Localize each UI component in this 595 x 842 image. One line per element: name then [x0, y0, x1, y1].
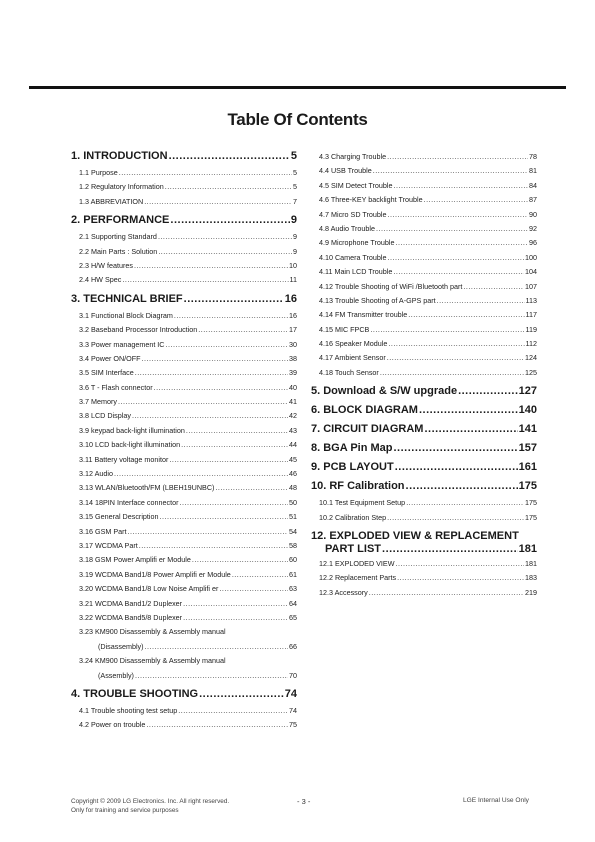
toc-entry-link[interactable]: [71, 338, 297, 352]
toc-entry-title: 4.7 Micro SD Trouble: [319, 209, 387, 219]
dot-leader: [232, 568, 288, 582]
toc-entry-title: 4.4 USB Trouble: [319, 166, 372, 176]
toc-page-number: 175: [525, 512, 537, 522]
dot-leader: [458, 385, 518, 397]
toc-entry-link[interactable]: [311, 323, 537, 337]
toc-entry-title: 4.11 Main LCD Trouble: [319, 267, 393, 277]
toc-right-column: [311, 150, 537, 600]
dot-leader: [219, 582, 288, 596]
toc-section-title: 8. BGA Pin Map: [311, 442, 393, 455]
toc-section-link[interactable]: [311, 442, 537, 456]
toc-page-number: 141: [518, 423, 537, 436]
dot-leader: [114, 467, 288, 481]
dot-leader: [146, 718, 288, 732]
toc-page-number: 124: [525, 353, 537, 363]
dot-leader: [144, 195, 292, 209]
dot-leader: [370, 323, 524, 337]
toc-entry-link[interactable]: [71, 582, 297, 596]
toc-entry-link[interactable]: [311, 208, 537, 222]
toc-page-number: 65: [289, 612, 297, 622]
toc-entry-title: 3.14 18PIN Interface connector: [79, 497, 179, 507]
dot-leader: [118, 395, 288, 409]
toc-entry-link[interactable]: [311, 280, 537, 294]
toc-page-number: 11: [289, 275, 297, 285]
toc-page-number: 61: [289, 569, 297, 579]
toc-section-title: 6. BLOCK DIAGRAM: [311, 404, 418, 417]
toc-entry-title: 3.18 GSM Power Amplifi er Module: [79, 555, 191, 565]
toc-page-number: 5: [290, 150, 297, 162]
dot-leader: [388, 251, 524, 265]
toc-page-number: 17: [289, 325, 297, 335]
toc-entry-title: (Assembly): [98, 670, 134, 680]
toc-entry-link[interactable]: [311, 366, 537, 380]
toc-entry-link[interactable]: [311, 511, 537, 525]
toc-entry-link[interactable]: [71, 625, 297, 639]
toc-entry-title: 4.17 Ambient Sensor: [319, 353, 386, 363]
dot-leader: [174, 309, 288, 323]
toc-entry-link[interactable]: [311, 164, 537, 178]
toc-page-number: 5: [293, 168, 297, 177]
toc-entry-title: 4.16 Speaker Module: [319, 339, 388, 349]
toc-entry-title: 12.2 Replacement Parts: [319, 573, 397, 583]
toc-entry-title: 4.10 Camera Trouble: [319, 252, 387, 262]
toc-entry-title: 3.21 WCDMA Band1/2 Duplexer: [79, 598, 183, 608]
dot-leader: [184, 293, 284, 305]
toc-page-number: 51: [289, 512, 297, 522]
dot-leader: [142, 352, 288, 366]
toc-entry-title: 4.8 Audio Trouble: [319, 223, 375, 233]
dot-leader: [394, 442, 518, 454]
toc-entry-link[interactable]: [311, 150, 537, 164]
toc-section-link[interactable]: [71, 214, 297, 228]
toc-entry-link[interactable]: [71, 273, 297, 287]
toc-page-number: 10: [289, 260, 297, 270]
toc-entry-link[interactable]: [311, 586, 537, 600]
toc-page-number: 183: [525, 573, 537, 583]
toc-entry-title: 4.18 Touch Sensor: [319, 367, 379, 377]
toc-entry-link[interactable]: [311, 351, 537, 365]
toc-entry-link[interactable]: [311, 251, 537, 265]
toc-entry-title: (Disassembly): [98, 641, 144, 651]
dot-leader: [437, 294, 525, 308]
toc-entry-title: 3.11 Battery voltage monitor: [79, 454, 169, 464]
toc-section-title: 2. PERFORMANCE: [71, 214, 170, 227]
toc-section-title-line2: [311, 543, 537, 555]
toc-section-title-cont: PART LIST: [325, 543, 382, 556]
toc-entry-link[interactable]: [71, 366, 297, 380]
toc-page-number: 84: [529, 180, 537, 190]
dot-leader: [135, 669, 288, 683]
toc-section-title: 1. INTRODUCTION: [71, 150, 168, 162]
dot-leader: [169, 453, 288, 467]
dot-leader: [180, 496, 289, 510]
toc-entry-title: 3.22 WCDMA Band5/8 Duplexer: [79, 612, 183, 622]
toc-page-number: 48: [289, 483, 297, 493]
toc-page-number: 140: [518, 404, 537, 417]
dot-leader: [192, 553, 288, 567]
toc-page-number: 9: [293, 246, 297, 256]
toc-page-number: 30: [289, 339, 297, 349]
toc-page-number: 66: [289, 641, 297, 651]
toc-entry-link[interactable]: [71, 259, 297, 273]
toc-entry-link[interactable]: [311, 222, 537, 236]
toc-page-number: 127: [518, 385, 537, 398]
dot-leader: [419, 404, 518, 416]
toc-entry-link[interactable]: [71, 496, 297, 510]
dot-leader: [396, 557, 525, 571]
toc-entry-title: 3.19 WCDMA Band1/8 Power Amplifi er Module: [79, 569, 231, 579]
dot-leader: [397, 571, 524, 585]
toc-page-number: 40: [289, 382, 297, 392]
dot-leader: [119, 166, 292, 180]
dot-leader: [387, 150, 528, 164]
dot-leader: [380, 366, 524, 380]
toc-entry-link[interactable]: [311, 557, 537, 571]
footer-classification: LGE Internal Use Only: [463, 797, 529, 804]
toc-section-title: 3. TECHNICAL BRIEF: [71, 292, 183, 305]
toc-section-title: 7. CIRCUIT DIAGRAM: [311, 423, 424, 436]
toc-page-number: 42: [289, 411, 297, 421]
toc-entry-link[interactable]: [71, 230, 297, 244]
dot-leader: [135, 366, 288, 380]
dot-leader: [181, 438, 288, 452]
dot-leader: [183, 611, 288, 625]
toc-entry-title: 3.9 keypad back-light illumination: [79, 425, 185, 435]
dot-leader: [393, 265, 524, 279]
dot-leader: [134, 259, 288, 273]
toc-page-number: 16: [289, 310, 297, 320]
toc-page-number: 54: [289, 526, 297, 536]
toc-entry-title: 4.3 Charging Trouble: [319, 152, 387, 161]
toc-entry-title: 1.1 Purpose: [79, 168, 118, 177]
toc-page-number: 43: [289, 425, 297, 435]
dot-leader: [395, 461, 518, 473]
toc-entry-title: 2.1 Supporting Standard: [79, 232, 157, 242]
toc-entry-link[interactable]: [71, 611, 297, 625]
dot-leader: [463, 280, 524, 294]
toc-entry-title: 4.9 Microphone Trouble: [319, 238, 395, 248]
toc-entry-title: 4.15 MIC FPCB: [319, 324, 370, 334]
toc-entry-title: 3.20 WCDMA Band1/8 Low Noise Amplifi er: [79, 584, 219, 594]
toc-entry-link[interactable]: [311, 308, 537, 322]
toc-page-number: 5: [293, 182, 297, 192]
dot-leader: [388, 208, 528, 222]
toc-entry-link[interactable]: [71, 640, 297, 654]
toc-page-number: 181: [518, 543, 537, 556]
dot-leader: [406, 480, 518, 492]
dot-leader: [139, 539, 288, 553]
toc-page-number: 75: [289, 720, 297, 730]
toc-page-number: 7: [293, 196, 297, 206]
toc-entry-title: 3.16 GSM Part: [79, 526, 127, 536]
toc-entry-title: 3.10 LCD back-light illumination: [79, 440, 181, 450]
toc-entry-title: 2.4 HW Spec: [79, 275, 122, 285]
toc-page-number: 74: [289, 705, 297, 715]
dot-leader: [369, 586, 524, 600]
toc-page-number: 90: [529, 209, 537, 219]
dot-leader: [388, 337, 524, 351]
dot-leader: [166, 338, 289, 352]
toc-page-number: 113: [525, 295, 537, 305]
toc-entry-link[interactable]: [311, 265, 537, 279]
toc-section-title: 10. RF Calibration: [311, 480, 405, 493]
dot-leader: [170, 214, 289, 226]
toc-page-number: 70: [289, 670, 297, 680]
toc-entry-title: 4.5 SIM Detect Trouble: [319, 180, 393, 190]
toc-page-number: 219: [525, 587, 537, 597]
toc-entry-title: 1.3 ABBREVIATION: [79, 196, 144, 206]
toc-page-number: 9: [290, 214, 297, 227]
toc-page-number: 81: [529, 166, 537, 176]
dot-leader: [424, 423, 517, 435]
toc-entry-title: 3.1 Functional Block Diagram: [79, 310, 173, 320]
toc-page-number: 39: [289, 368, 297, 378]
dot-leader: [160, 510, 288, 524]
toc-page-number: 119: [525, 324, 537, 334]
toc-entry-title: 3.23 KM900 Disassembly & Assembly manual: [79, 627, 226, 637]
toc-entry-link[interactable]: [71, 568, 297, 582]
toc-entry-link[interactable]: [71, 654, 297, 668]
toc-entry-title: 4.6 Three-KEY backlight Trouble: [319, 195, 423, 205]
toc-left-column: [71, 150, 297, 733]
toc-entry-link[interactable]: [311, 337, 537, 351]
dot-leader: [424, 193, 528, 207]
dot-leader: [122, 273, 288, 287]
toc-page-number: 100: [525, 252, 537, 262]
toc-entry-title: 2.3 H/W features: [79, 260, 133, 270]
toc-entry-title: 10.1 Test Equipment Setup: [319, 498, 406, 508]
toc-entry-link[interactable]: [71, 669, 297, 683]
dot-leader: [387, 351, 524, 365]
toc-page-number: 74: [284, 687, 297, 700]
dot-leader: [199, 688, 284, 700]
toc-page-number: 50: [289, 497, 297, 507]
footer-page-number: - 3 -: [297, 797, 311, 806]
toc-page-number: 78: [529, 152, 537, 161]
toc-section-link[interactable]: [311, 461, 537, 475]
toc-entry-title: 4.13 Trouble Shooting of A-GPS part: [319, 295, 436, 305]
toc-entry-link[interactable]: [71, 166, 297, 180]
toc-entry-title: 3.4 Power ON/OFF: [79, 353, 141, 363]
toc-section-link[interactable]: [311, 423, 537, 437]
toc-entry-title: 1.2 Regulatory Information: [79, 182, 164, 192]
toc-section-link[interactable]: [71, 293, 297, 307]
dot-leader: [145, 640, 288, 654]
dot-leader: [132, 409, 288, 423]
toc-page-number: 175: [525, 498, 537, 508]
toc-entry-link[interactable]: [71, 323, 297, 337]
toc-entry-title: 3.6 T - Flash connector: [79, 382, 153, 392]
toc-page-number: 58: [289, 540, 297, 550]
toc-entry-link[interactable]: [311, 496, 537, 510]
toc-entry-link[interactable]: [311, 179, 537, 193]
toc-entry-link[interactable]: [71, 309, 297, 323]
toc-page-number: 161: [518, 461, 537, 474]
toc-section-title: 9. PCB LAYOUT: [311, 461, 394, 474]
toc-page-number: 63: [289, 584, 297, 594]
toc-entry-link[interactable]: [71, 539, 297, 553]
toc-entry-link[interactable]: [71, 381, 297, 395]
toc-section-link[interactable]: [71, 150, 297, 164]
dot-leader: [154, 381, 288, 395]
dot-leader: [183, 597, 288, 611]
toc-entry-title: 10.2 Calibration Step: [319, 512, 387, 522]
toc-section-link[interactable]: [71, 688, 297, 702]
toc-page-number: 41: [289, 397, 297, 407]
toc-entry-title: 3.3 Power management IC: [79, 339, 165, 349]
toc-entry-title: 4.14 FM Transmitter trouble: [319, 310, 408, 320]
toc-entry-link[interactable]: [71, 597, 297, 611]
toc-page-number: 107: [525, 281, 537, 291]
toc-entry-link[interactable]: [71, 704, 297, 718]
toc-entry-link[interactable]: [71, 245, 297, 259]
toc-page-number: 117: [525, 310, 537, 320]
toc-page-number: 16: [284, 292, 297, 305]
toc-entry-link[interactable]: [311, 571, 537, 585]
dot-leader: [382, 543, 518, 555]
dot-leader: [406, 496, 524, 510]
toc-section-title: 12. EXPLODED VIEW & REPLACEMENT: [311, 530, 519, 543]
toc-page-number: 125: [525, 367, 537, 377]
dot-leader: [178, 704, 288, 718]
dot-leader: [215, 481, 288, 495]
toc-page-number: 181: [525, 559, 537, 569]
toc-entry-link[interactable]: [71, 467, 297, 481]
toc-page-number: 46: [289, 469, 297, 479]
toc-entry-link[interactable]: [71, 510, 297, 524]
toc-section-link[interactable]: [311, 480, 537, 494]
toc-entry-title: 3.2 Baseband Processor Introduction: [79, 325, 198, 335]
toc-entry-link[interactable]: [311, 236, 537, 250]
toc-entry-link[interactable]: [71, 438, 297, 452]
dot-leader: [373, 164, 528, 178]
toc-entry-title: 12.3 Accessory: [319, 587, 368, 597]
dot-leader: [396, 236, 528, 250]
toc-entry-link[interactable]: [71, 352, 297, 366]
toc-page-number: 92: [529, 223, 537, 233]
dot-leader: [169, 150, 290, 162]
toc-entry-title: 4.12 Trouble Shooting of WiFi /Bluetooth part: [319, 281, 463, 291]
dot-leader: [376, 222, 528, 236]
toc-entry-link[interactable]: [71, 409, 297, 423]
dot-leader: [387, 511, 524, 525]
toc-entry-title: 3.12 Audio: [79, 469, 113, 479]
toc-section-title: 5. Download & S/W upgrade: [311, 385, 458, 398]
toc-page-number: 96: [529, 238, 537, 248]
dot-leader: [165, 180, 292, 194]
toc-entry-link[interactable]: [71, 718, 297, 732]
toc-entry-title: 3.8 LCD Display: [79, 411, 131, 421]
toc-section-link[interactable]: [311, 530, 537, 555]
dot-leader: [158, 230, 292, 244]
footer-copyright: Copyright © 2009 LG Electronics. Inc. All right reserved.: [71, 798, 230, 805]
toc-entry-link[interactable]: [71, 525, 297, 539]
toc-page-number: 104: [525, 267, 537, 277]
dot-leader: [198, 323, 288, 337]
toc-page-number: 44: [289, 440, 297, 450]
toc-entry-title: 3.7 Memory: [79, 397, 117, 407]
toc-entry-link[interactable]: [71, 481, 297, 495]
toc-entry-title: 4.2 Power on trouble: [79, 720, 146, 730]
top-rule: [29, 86, 566, 89]
dot-leader: [128, 525, 288, 539]
toc-entry-link[interactable]: [71, 180, 297, 194]
toc-section-link[interactable]: [311, 404, 537, 418]
toc-entry-title: 12.1 EXPLODED VIEW: [319, 559, 395, 569]
toc-entry-title: 3.13 WLAN/Bluetooth/FM (LBEH19UNBC): [79, 483, 215, 493]
toc-entry-link[interactable]: [71, 424, 297, 438]
page-title: Table Of Contents: [227, 110, 368, 129]
toc-entry-link[interactable]: [71, 553, 297, 567]
toc-page-number: 45: [289, 454, 297, 464]
toc-entry-title: 3.5 SIM Interface: [79, 368, 134, 378]
dot-leader: [158, 245, 292, 259]
toc-entry-title: 4.1 Trouble shooting test setup: [79, 705, 178, 715]
dot-leader: [394, 179, 528, 193]
toc-entry-link[interactable]: [311, 193, 537, 207]
toc-entry-link[interactable]: [71, 453, 297, 467]
toc-entry-link[interactable]: [311, 294, 537, 308]
toc-page-number: 9: [293, 232, 297, 242]
toc-page-number: 38: [289, 353, 297, 363]
toc-page-number: 64: [289, 598, 297, 608]
toc-entry-title: 3.15 General Description: [79, 512, 159, 522]
toc-page-number: 157: [518, 442, 537, 455]
toc-section-link[interactable]: [311, 385, 537, 399]
toc-entry-title: 2.2 Main Parts : Solution: [79, 246, 158, 256]
toc-entry-link[interactable]: [71, 195, 297, 209]
footer-copyright-block: [71, 797, 229, 815]
toc-section-title: 4. TROUBLE SHOOTING: [71, 687, 199, 700]
dot-leader: [408, 308, 524, 322]
footer-note: Only for training and service purposes: [71, 807, 179, 814]
toc-entry-title: 3.17 WCDMA Part: [79, 540, 138, 550]
toc-page-number: 112: [525, 339, 537, 349]
toc-page-number: 175: [518, 480, 537, 493]
toc-entry-link[interactable]: [71, 395, 297, 409]
toc-page-number: 60: [289, 555, 297, 565]
toc-page-number: 87: [529, 195, 537, 205]
toc-entry-title: 3.24 KM900 Disassembly & Assembly manual: [79, 656, 226, 666]
dot-leader: [186, 424, 288, 438]
